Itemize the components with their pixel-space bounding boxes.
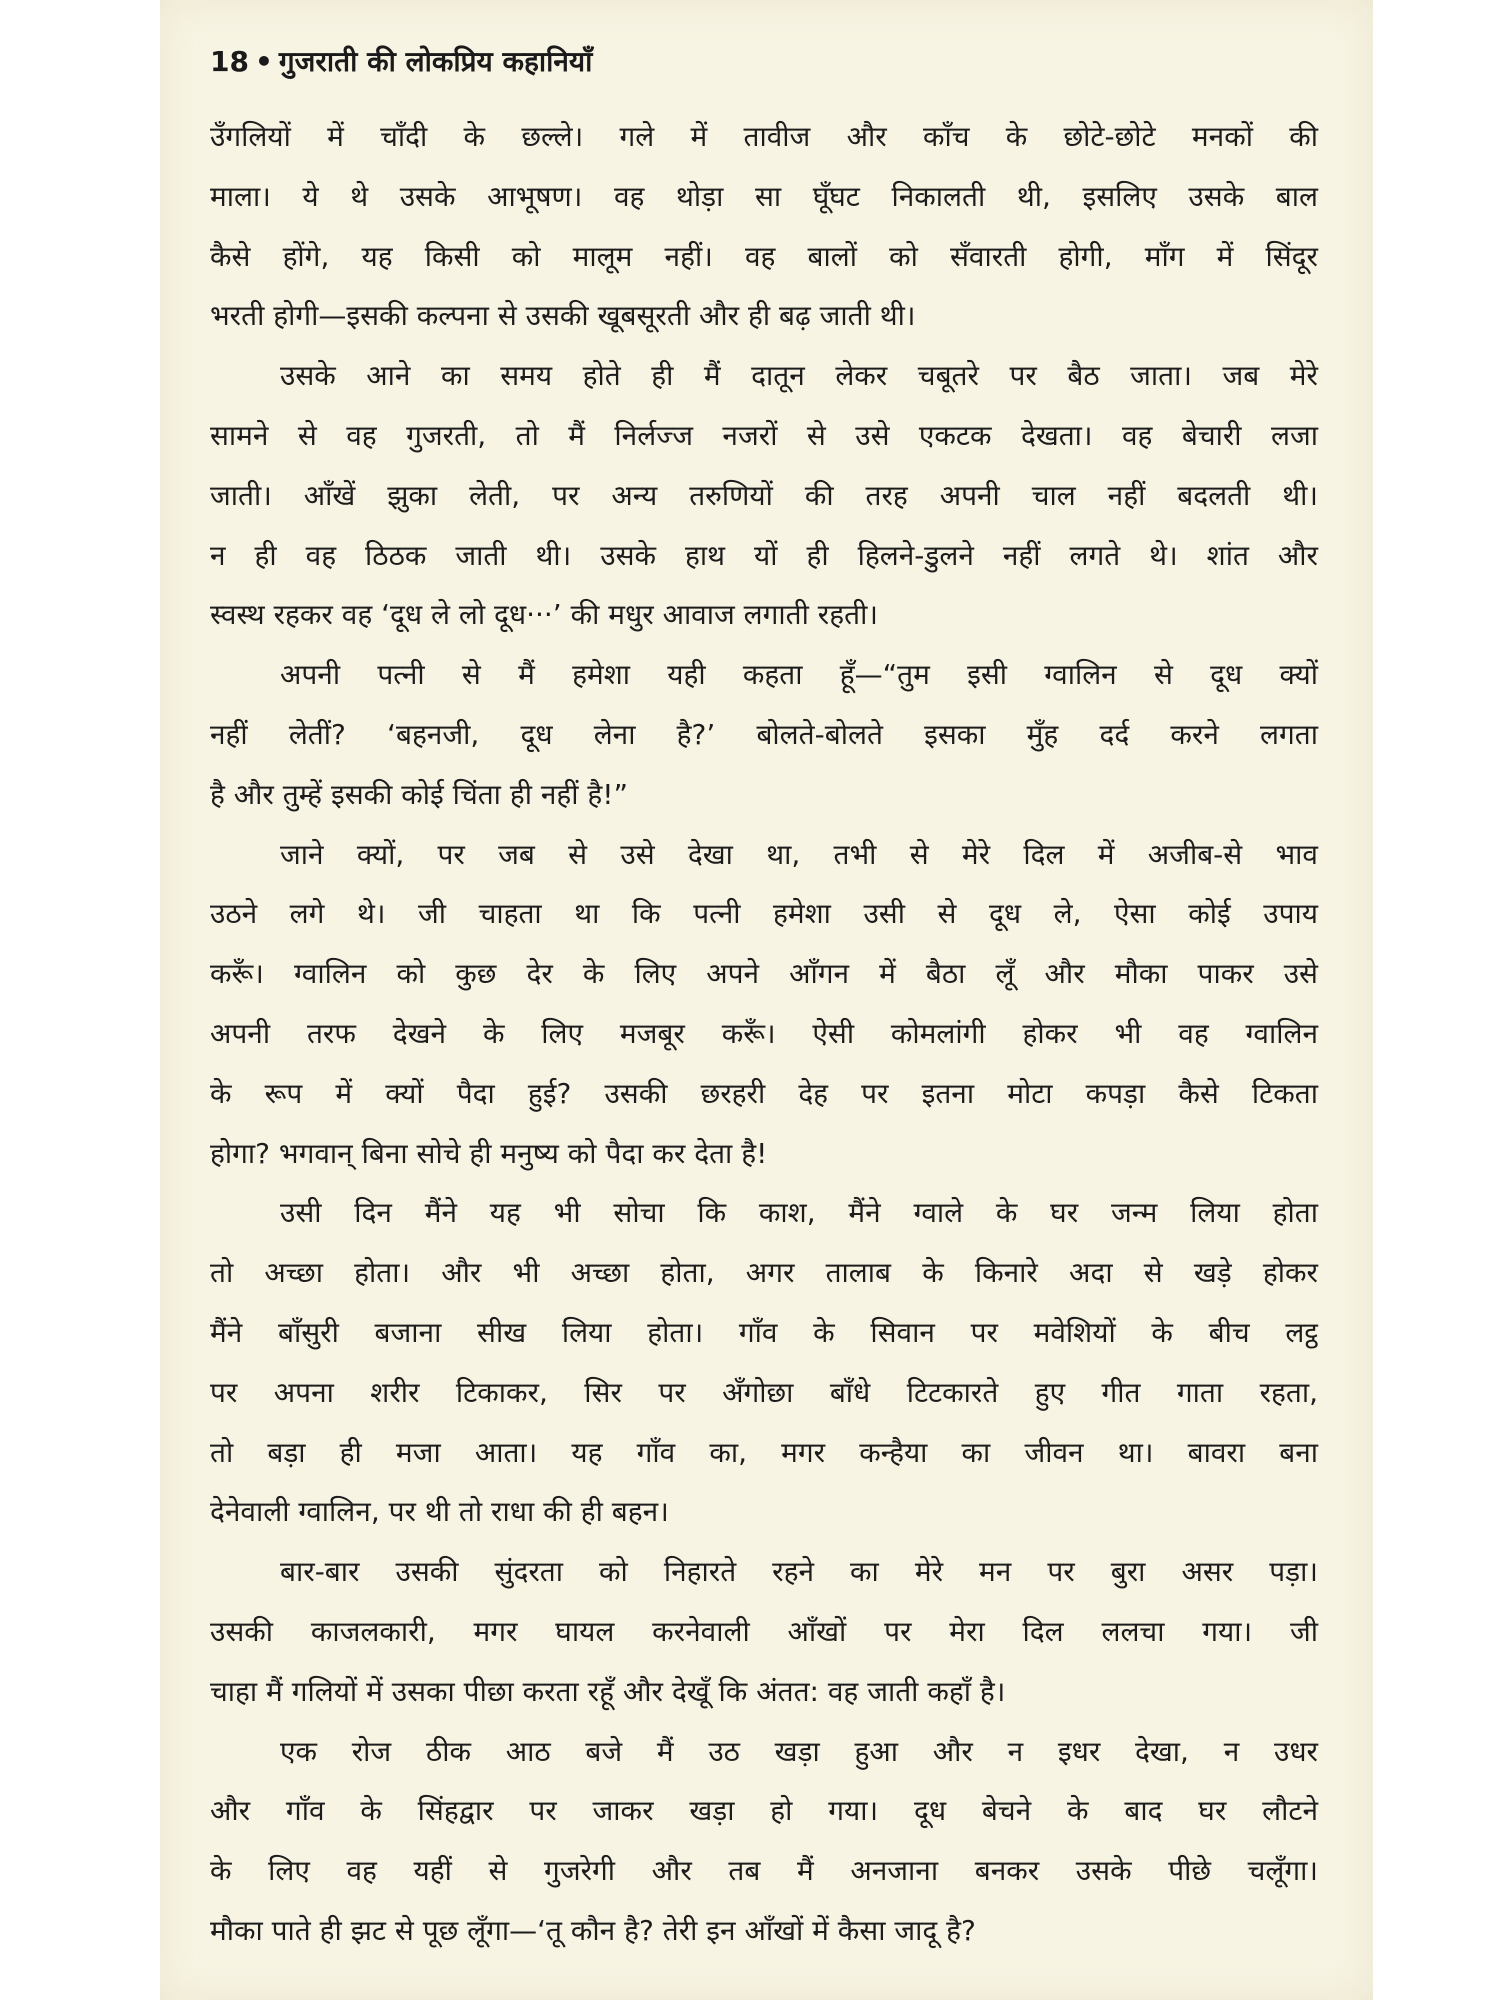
text-line: उठने लगे थे। जी चाहता था कि पत्नी हमेशा उसी से दूध ले, ऐसा कोई उपाय bbox=[210, 897, 1318, 931]
text-line: उसकी काजलकारी, मगर घायल करनेवाली आँखों पर मेरा दिल ललचा गया। जी bbox=[210, 1614, 1318, 1648]
text-line: मैंने बाँसुरी बजाना सीख लिया होता। गाँव के सिवान पर मवेशियों के बीच लट्ठ bbox=[210, 1315, 1318, 1349]
text-line: अपनी पत्नी से मैं हमेशा यही कहता हूँ—“तुम इसी ग्वालिन से दूध क्यों bbox=[280, 658, 1318, 692]
running-head bbox=[210, 42, 592, 80]
text-line: मौका पाते ही झट से पूछ लूँगा—‘तू कौन है? तेरी इन आँखों में कैसा जादू है? bbox=[210, 1913, 976, 1947]
text-line: उसके आने का समय होते ही मैं दातून लेकर चबूतरे पर बैठ जाता। जब मेरे bbox=[280, 359, 1318, 393]
text-line: और गाँव के सिंहद्वार पर जाकर खड़ा हो गया। दूध बेचने के बाद घर लौटने bbox=[210, 1794, 1318, 1828]
book-page bbox=[160, 0, 1373, 2000]
header-separator: • bbox=[254, 45, 273, 78]
text-line: होगा? भगवान् बिना सोचे ही मनुष्य को पैदा कर देता है! bbox=[210, 1136, 768, 1170]
text-line: चाहा मैं गलियों में उसका पीछा करता रहूँ और देखूँ कि अंतत: वह जाती कहाँ है। bbox=[210, 1674, 1006, 1708]
text-line: करूँ। ग्वालिन को कुछ देर के लिए अपने आँगन में बैठा लूँ और मौका पाकर उसे bbox=[210, 957, 1318, 991]
book-title: गुजराती की लोकप्रिय कहानियाँ bbox=[278, 45, 593, 78]
text-line: पर अपना शरीर टिकाकर, सिर पर अँगोछा बाँधे टिटकारते हुए गीत गाता रहता, bbox=[210, 1375, 1318, 1409]
text-line: माला। ये थे उसके आभूषण। वह थोड़ा सा घूँघट निकालती थी, इसलिए उसके बाल bbox=[210, 179, 1318, 213]
text-line: तो अच्छा होता। और भी अच्छा होता, अगर तालाब के किनारे अदा से खड़े होकर bbox=[210, 1256, 1318, 1290]
text-line: नहीं लेतीं? ‘बहनजी, दूध लेना है?’ बोलते-बोलते इसका मुँह दर्द करने लगता bbox=[210, 717, 1318, 751]
body-text bbox=[210, 107, 1318, 1961]
text-line: के रूप में क्यों पैदा हुई? उसकी छरहरी देह पर इतना मोटा कपड़ा कैसे टिकता bbox=[210, 1076, 1318, 1110]
text-line: जाने क्यों, पर जब से उसे देखा था, तभी से मेरे दिल में अजीब-से भाव bbox=[280, 837, 1318, 871]
text-line: उसी दिन मैंने यह भी सोचा कि काश, मैंने ग्वाले के घर जन्म लिया होता bbox=[280, 1196, 1318, 1230]
text-line: स्वस्थ रहकर वह ‘दूध ले लो दूध···’ की मधुर आवाज लगाती रहती। bbox=[210, 598, 878, 632]
text-line: के लिए वह यहीं से गुजरेगी और तब मैं अनजाना बनकर उसके पीछे चलूँगा। bbox=[210, 1854, 1318, 1888]
page-number: 18 bbox=[210, 45, 249, 78]
text-line: देनेवाली ग्वालिन, पर थी तो राधा की ही बहन। bbox=[210, 1495, 669, 1529]
text-line: है और तुम्हें इसकी कोई चिंता ही नहीं है!” bbox=[210, 777, 629, 811]
text-line: एक रोज ठीक आठ बजे मैं उठ खड़ा हुआ और न इधर देखा, न उधर bbox=[280, 1734, 1318, 1768]
text-line: अपनी तरफ देखने के लिए मजबूर करूँ। ऐसी कोमलांगी होकर भी वह ग्वालिन bbox=[210, 1016, 1318, 1050]
text-line: बार-बार उसकी सुंदरता को निहारते रहने का मेरे मन पर बुरा असर पड़ा। bbox=[280, 1555, 1318, 1589]
text-line: भरती होगी—इसकी कल्पना से उसकी खूबसूरती और ही बढ़ जाती थी। bbox=[210, 299, 916, 333]
text-line: तो बड़ा ही मजा आता। यह गाँव का, मगर कन्हैया का जीवन था। बावरा बना bbox=[210, 1435, 1318, 1469]
text-line: उँगलियों में चाँदी के छल्ले। गले में तावीज और काँच के छोटे-छोटे मनकों की bbox=[210, 120, 1318, 153]
text-line: कैसे होंगे, यह किसी को मालूम नहीं। वह बालों को सँवारती होगी, माँग में सिंदूर bbox=[210, 239, 1318, 273]
text-line: जाती। आँखें झुका लेती, पर अन्य तरुणियों की तरह अपनी चाल नहीं बदलती थी। bbox=[210, 478, 1318, 512]
text-line: न ही वह ठिठक जाती थी। उसके हाथ यों ही हिलने-डुलने नहीं लगते थे। शांत और bbox=[210, 538, 1318, 572]
text-line: सामने से वह गुजरती, तो मैं निर्लज्ज नजरों से उसे एकटक देखता। वह बेचारी लजा bbox=[210, 418, 1318, 452]
